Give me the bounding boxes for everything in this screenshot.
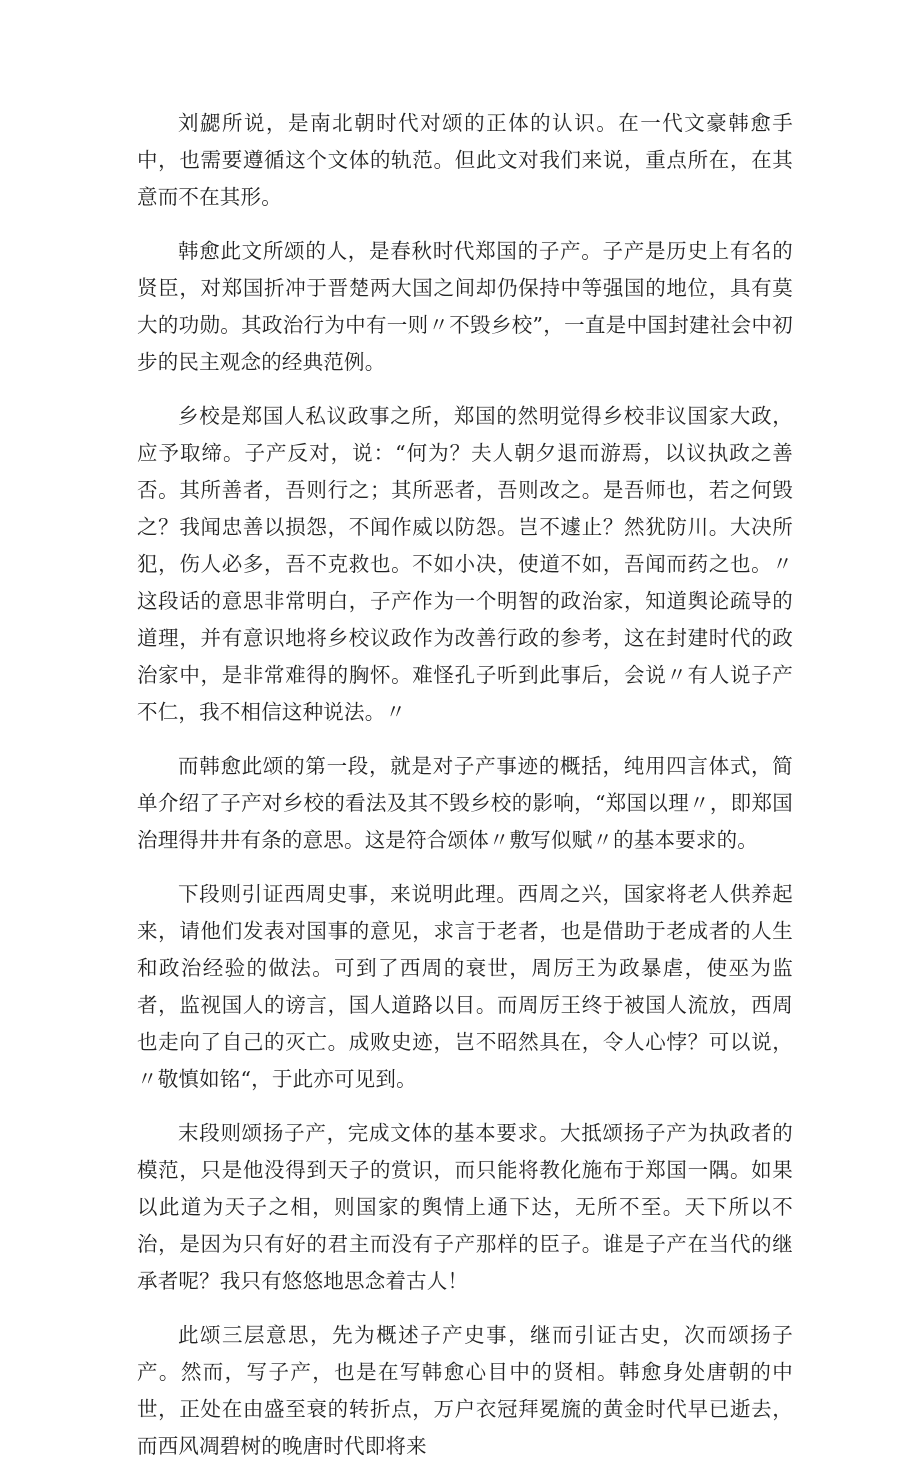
paragraph-7: 此颂三层意思，先为概述子产史事，继而引证古史，次而颂扬子产。然而，写子产，也是在写韩愈心目中的贤相。韩愈身处唐朝的中世，正处在由盛至衰的转折点，万户衣冠拜冕旒的黄金时代早已逝去，而西风凋碧树的晚唐时代即将来 [137,1323,793,1458]
paragraph-1: 刘勰所说，是南北朝时代对颂的正体的认识。在一代文豪韩愈手中，也需要遵循这个文体的轨范。但此文对我们来说，重点所在，在其意而不在其形。 [137,111,793,209]
paragraph-5: 下段则引证西周史事，来说明此理。西周之兴，国家将老人供养起来，请他们发表对国事的意见，求言于老者，也是借助于老成者的人生和政治经验的做法。可到了西周的衰世，周厉王为政暴虐，使巫为监者，监视国人的谤言，国人道路以目。而周厉王终于被国人流放，西周也走向了自己的灭亡。成败史迹，岂不昭然具在，令人心悖？可以说，〃敬慎如铭“，于此亦可见到。 [137,882,793,1091]
article-body [137,105,793,1482]
paragraph-3: 乡校是郑国人私议政事之所，郑国的然明觉得乡校非议国家大政，应予取缔。子产反对，说：“何为？夫人朝夕退而游焉，以议执政之善否。其所善者，吾则行之；其所恶者，吾则改之。是吾师也，若之何毁之？我闻忠善以损怨，不闻作威以防怨。岂不遽止？然犹防川。大决所犯，伤人必多，吾不克救也。不如小决，使道不如，吾闻而药之也。〃这段话的意思非常明白，子产作为一个明智的政治家，知道舆论疏导的道理，并有意识地将乡校议政作为改善行政的参考，这在封建时代的政治家中，是非常难得的胸怀。难怪孔子听到此事后，会说〃有人说子产不仁，我不相信这种说法。〃 [137,404,793,724]
paragraph-2: 韩愈此文所颂的人，是春秋时代郑国的子产。子产是历史上有名的贤臣，对郑国折冲于晋楚两大国之间却仍保持中等强国的地位，具有莫大的功勋。其政治行为中有一则〃不毁乡校”，一直是中国封建社会中初步的民主观念的经典范例。 [137,239,793,374]
paragraph-6: 末段则颂扬子产，完成文体的基本要求。大抵颂扬子产为执政者的模范，只是他没得到天子的赏识，而只能将教化施布于郑国一隅。如果以此道为天子之相，则国家的舆情上通下达，无所不至。天下所以不治，是因为只有好的君主而没有子产那样的臣子。谁是子产在当代的继承者呢？我只有悠悠地思念着古人！ [137,1121,793,1293]
paragraph-4: 而韩愈此颂的第一段，就是对子产事迹的概括，纯用四言体式，简单介绍了子产对乡校的看法及其不毁乡校的影响，“郑国以理〃，即郑国治理得井井有条的意思。这是符合颂体〃敷写似赋〃的基本要求的。 [137,754,793,852]
